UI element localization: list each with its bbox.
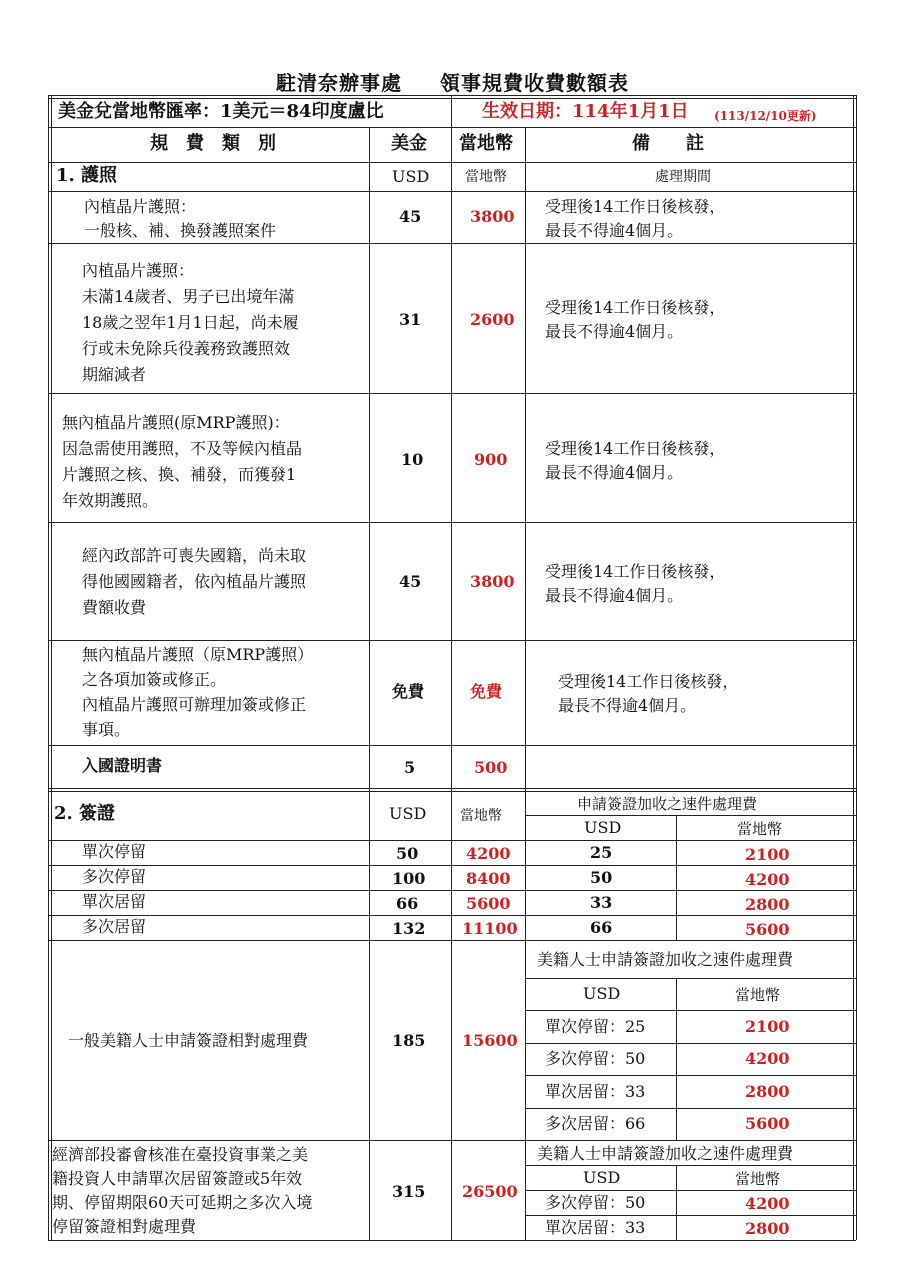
us-express-label: 多次停留：50: [545, 1049, 646, 1068]
us-express-header: 美籍人士申請簽證加收之速件處理費: [537, 950, 794, 969]
entry-cert-desc: 入國證明書: [82, 756, 163, 775]
passport-row-local: 3800: [470, 572, 515, 591]
passport-row-desc: 經內政部許可喪失國籍，尚未取 得他國國籍者，依內植晶片護照 費額收費: [82, 546, 307, 617]
us-investor-local: 26500: [462, 1182, 518, 1201]
passport-row-note: 受理後14工作日後核發， 最長不得逾4個月。: [545, 439, 726, 482]
visa-row-desc: 多次停留: [82, 867, 147, 886]
visa-row-local: 8400: [466, 869, 511, 888]
visa-row-desc: 單次停留: [82, 842, 147, 861]
exchange-rate: 美金兌當地幣匯率：1美元＝84印度盧比: [58, 101, 384, 122]
visa-row-express-local: 4200: [745, 870, 790, 889]
passport-row-desc: 無內植晶片護照（原MRP護照） 之各項加簽或修正。 內植晶片護照可辦理加簽或修正 事項。: [82, 645, 314, 739]
passport-local-label: 當地幣: [465, 169, 507, 185]
us-general-usd: 185: [392, 1031, 426, 1050]
visa-row-usd: 66: [396, 894, 419, 913]
passport-row-note: 受理後14工作日後核發， 最長不得逾4個月。: [545, 562, 726, 605]
passport-usd-label: USD: [392, 167, 430, 186]
visa-usd-label: USD: [389, 804, 427, 823]
us-express-local: 5600: [745, 1114, 790, 1133]
visa-row-express-usd: 66: [590, 918, 613, 937]
visa-row-local: 5600: [466, 894, 511, 913]
visa-row-local: 4200: [466, 844, 511, 863]
column-header-usd: 美金: [391, 133, 427, 154]
express-local-label: 當地幣: [737, 820, 783, 838]
entry-cert-usd: 5: [404, 758, 416, 777]
passport-row-local: 3800: [470, 207, 515, 226]
us-general-local: 15600: [462, 1031, 518, 1050]
passport-note-header: 處理期間: [655, 169, 711, 185]
investor-express-usd-label: USD: [583, 1168, 621, 1187]
investor-express-local: 2800: [745, 1219, 790, 1238]
us-express-local: 4200: [745, 1049, 790, 1068]
investor-express-label: 多次停留：50: [545, 1193, 646, 1212]
effective-date: 生效日期：114年1月1日: [482, 101, 689, 122]
passport-row-desc: 無內植晶片護照(原MRP護照)： 因急需使用護照，不及等候內植晶 片護照之核、換、補發，而獲發1 年效期護照。: [62, 413, 303, 510]
us-express-label: 多次居留：66: [545, 1114, 646, 1133]
investor-express-label: 單次居留：33: [545, 1218, 646, 1237]
investor-express-local-label: 當地幣: [735, 1170, 781, 1188]
us-general-desc: 一般美籍人士申請簽證相對處理費: [68, 1031, 309, 1050]
us-investor-desc: 經濟部投審會核准在臺投資事業之美 籍投資人申請單次居留簽證或5年效 期、停留期限60天可延期之多次入境 停留簽證相對處理費: [52, 1145, 313, 1236]
passport-row-usd: 10: [401, 450, 424, 469]
passport-row-note: 受理後14工作日後核發， 最長不得逾4個月。: [558, 672, 739, 715]
us-express-usd-label: USD: [583, 984, 621, 1003]
section-heading-passport: 1. 護照: [56, 165, 118, 186]
visa-row-express-usd: 33: [590, 893, 613, 912]
express-fee-header: 申請簽證加收之速件處理費: [577, 795, 758, 813]
entry-cert-local: 500: [474, 758, 508, 777]
passport-row-local: 2600: [470, 310, 515, 329]
column-header-local: 當地幣: [459, 133, 513, 154]
investor-express-header: 美籍人士申請簽證加收之速件處理費: [537, 1144, 794, 1163]
visa-row-express-usd: 50: [590, 868, 613, 887]
us-express-label: 單次停留：25: [545, 1017, 646, 1036]
us-express-local: 2100: [745, 1017, 790, 1036]
visa-row-express-usd: 25: [590, 843, 613, 862]
visa-row-desc: 單次居留: [82, 892, 147, 911]
visa-row-usd: 132: [392, 919, 426, 938]
visa-row-usd: 50: [396, 844, 419, 863]
passport-row-usd: 31: [399, 310, 422, 329]
passport-row-usd: 45: [399, 572, 422, 591]
passport-row-desc: 內植晶片護照： 未滿14歲者、男子已出境年滿 18歲之翌年1月1日起，尚未履 行或未免除兵役義務致護照效 期縮減者: [82, 261, 299, 384]
us-investor-usd: 315: [392, 1182, 426, 1201]
us-express-label: 單次居留：33: [545, 1082, 646, 1101]
column-header-note: 備 註: [632, 133, 704, 154]
passport-row-usd: 45: [399, 207, 422, 226]
passport-row-note: 受理後14工作日後核發， 最長不得逾4個月。: [545, 298, 726, 341]
passport-row-local: 900: [474, 450, 508, 469]
visa-row-express-local: 2800: [745, 895, 790, 914]
express-usd-label: USD: [584, 818, 622, 837]
passport-row-desc: 內植晶片護照： 一般核、補、換發護照案件: [84, 197, 277, 240]
visa-row-express-local: 5600: [745, 920, 790, 939]
visa-row-usd: 100: [392, 869, 426, 888]
visa-row-express-local: 2100: [745, 845, 790, 864]
investor-express-local: 4200: [745, 1194, 790, 1213]
passport-row-note: 受理後14工作日後核發， 最長不得逾4個月。: [545, 197, 726, 240]
visa-row-desc: 多次居留: [82, 917, 147, 936]
updated-date: (113/12/10更新): [714, 109, 817, 123]
document-title: 領事規費收費數額表: [440, 67, 629, 99]
column-header-category: 規 費 類 別: [150, 133, 276, 154]
us-express-local-label: 當地幣: [735, 986, 781, 1004]
passport-row-usd: 免費: [392, 682, 425, 701]
passport-row-local: 免費: [470, 682, 503, 701]
visa-local-label: 當地幣: [460, 808, 502, 824]
office-name: 駐清奈辦事處: [276, 67, 402, 99]
us-express-local: 2800: [745, 1082, 790, 1101]
section-heading-visa: 2. 簽證: [54, 803, 116, 824]
visa-row-local: 11100: [462, 919, 518, 938]
